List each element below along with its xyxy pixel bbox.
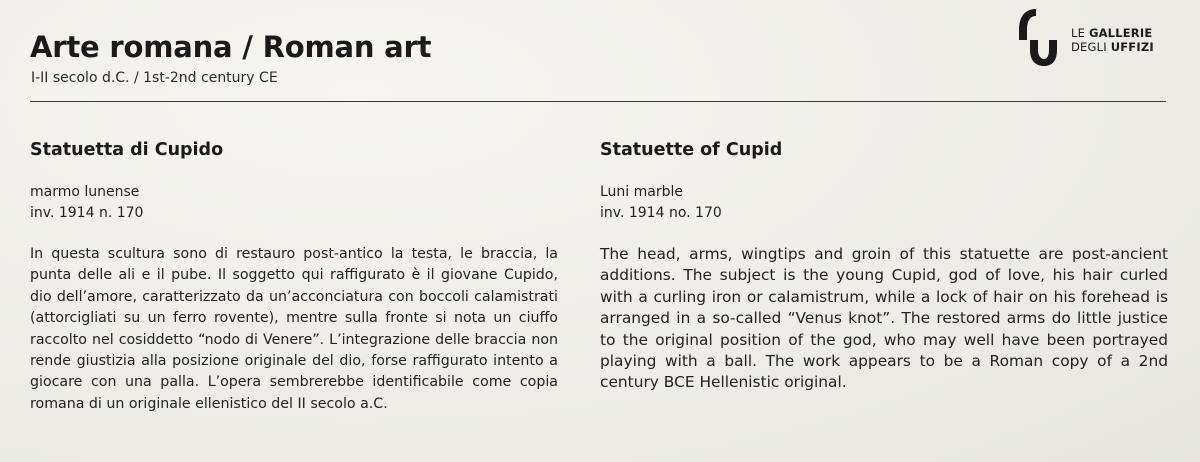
italian-meta <box>30 182 558 224</box>
italian-heading: Statuetta di Cupido <box>30 140 224 160</box>
uffizi-logo <box>1016 6 1186 68</box>
period-subtitle: I-II secolo d.C. / 1st-2nd century CE <box>31 70 278 86</box>
uffizi-logo-icon <box>1016 6 1062 68</box>
italian-description: In questa scultura sono di restauro post-antico la testa, le braccia, la punta delle ali e il pube. Il soggetto qui raffigurato è il giovane Cupido, dio dell’amore, caratterizzato da un’acconciatura con boccoli calamistrati (attorcigliati su un ferro rovente), mentre sulla fronte si nota un ciuffo raccolto nel cosiddetto “nodo di Venere”. L’integrazione delle braccia non rende giustizia alla posizione originale del dio, forse raffigurato intento a giocare con una palla. L’opera sembrerebbe identificabile come copia romana di un originale ellenistico del II secolo a.C. <box>30 246 558 412</box>
english-material: Luni marble <box>600 184 684 200</box>
italian-inventory: inv. 1914 n. 170 <box>30 205 144 221</box>
logo-line1-light: LE <box>1071 26 1089 40</box>
logo-line2-light: DEGLI <box>1071 40 1111 54</box>
english-inventory: inv. 1914 no. 170 <box>600 205 722 221</box>
english-meta <box>600 182 1168 224</box>
logo-wordmark <box>1071 26 1154 54</box>
page-title: Arte romana / Roman art <box>30 30 432 64</box>
italian-column <box>30 140 558 429</box>
english-description: The head, arms, wingtips and groin of this statuette are post-ancient additions. The subject is the young Cupid, god of love, his hair curled with a curling iron or calamistrum, while a lock of hair on his forehead is arranged in a so-called “Venus knot”. The restored arms do little justice to the original position of the god, who may well have been portrayed playing with a ball. The work appears to be a Roman copy of a 2nd century BCE Hellenistic original. <box>600 245 1168 392</box>
header-divider <box>30 101 1166 102</box>
english-heading: Statuette of Cupid <box>600 140 783 160</box>
logo-line2-bold: UFFIZI <box>1110 40 1154 54</box>
italian-material: marmo lunense <box>30 184 140 200</box>
english-column <box>600 140 1168 409</box>
logo-line1-bold: GALLERIE <box>1088 26 1153 40</box>
